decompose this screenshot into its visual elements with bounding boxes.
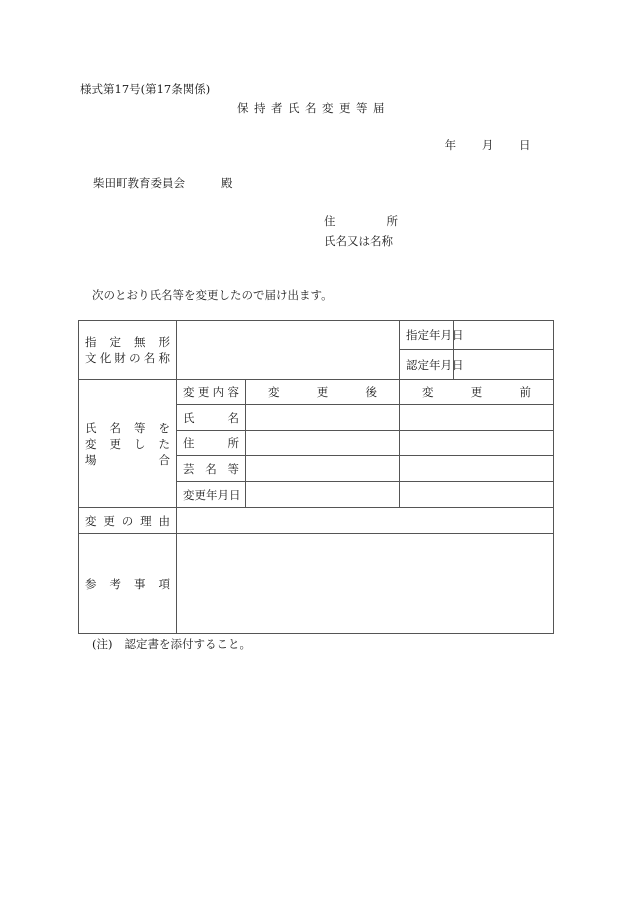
- property-name-field[interactable]: [177, 321, 400, 380]
- label-char: 日: [452, 357, 464, 372]
- reason-label: [79, 508, 177, 534]
- label-char: 文: [85, 351, 97, 365]
- name-before-field[interactable]: [400, 405, 554, 431]
- document-title: 保持者氏名変更等届: [237, 101, 390, 115]
- label-char: 無: [134, 335, 146, 349]
- label-char: 氏: [85, 420, 97, 435]
- designation-date-field[interactable]: [454, 321, 554, 350]
- label-char: 指: [406, 328, 418, 342]
- note-text: 認定書を添付すること。: [124, 637, 251, 651]
- label-char: 変: [183, 487, 195, 502]
- change-date-after-field[interactable]: [246, 482, 400, 508]
- label-char: 事: [134, 576, 146, 591]
- row-label-name: [177, 405, 246, 431]
- table-row-reason: [79, 508, 554, 534]
- label-char: 由: [158, 513, 170, 528]
- intro-text: 次のとおり氏名等を変更したので届け出ます。: [92, 288, 333, 302]
- label-char: 更: [470, 385, 483, 399]
- remarks-field[interactable]: [177, 534, 554, 634]
- label-char: 変: [422, 385, 434, 399]
- property-name-label-line2: [85, 350, 170, 366]
- label-char: 年: [429, 357, 441, 372]
- property-name-label: [79, 321, 177, 380]
- address-after-field[interactable]: [246, 431, 400, 456]
- label-char: 等: [227, 461, 239, 476]
- label-char: の: [121, 513, 134, 528]
- label-char: 容: [227, 385, 239, 399]
- year-label: 年: [444, 138, 457, 152]
- label-char: 所: [227, 436, 239, 450]
- label-char: 認: [406, 357, 418, 372]
- change-notification-table: [78, 320, 554, 634]
- submission-date: [441, 137, 530, 153]
- label-char: 月: [440, 328, 453, 342]
- label-char: 前: [519, 385, 532, 399]
- label-char: 名: [205, 461, 217, 476]
- applicant-name-label: 氏名又は名称: [324, 234, 393, 248]
- day-label: 日: [518, 138, 531, 152]
- label-char: 氏: [183, 410, 195, 425]
- label-char: 更: [197, 385, 210, 399]
- label-char: 指: [85, 335, 97, 349]
- row-label-address: [177, 431, 246, 456]
- label-char: し: [134, 436, 146, 451]
- label-char: 考: [109, 576, 121, 591]
- applicant-address-label: [324, 211, 398, 231]
- label-char: 更: [103, 513, 115, 528]
- change-content-header: [177, 380, 246, 405]
- certification-date-label: [400, 350, 464, 380]
- label-char: 定: [417, 357, 430, 372]
- label-char: 場: [85, 452, 97, 467]
- month-label: 月: [481, 138, 494, 152]
- row-label-change-date: [177, 482, 246, 508]
- label-char: 月: [440, 357, 453, 372]
- designation-date-label: [400, 321, 464, 350]
- label-char: 芸: [183, 461, 195, 476]
- after-change-header: [246, 380, 400, 405]
- label-char: 参: [85, 576, 97, 591]
- label-char: 年: [206, 487, 218, 502]
- label-char: た: [158, 436, 170, 451]
- before-change-header: [400, 380, 554, 405]
- address-label-char: 所: [386, 214, 398, 228]
- label-char: 名: [227, 410, 239, 425]
- property-name-label-line1: [85, 334, 170, 350]
- row-label-stage-name: [177, 456, 246, 482]
- label-char: 内: [212, 385, 225, 399]
- change-date-before-field[interactable]: [400, 482, 554, 508]
- label-char: 住: [183, 436, 195, 450]
- label-char: を: [158, 420, 170, 435]
- label-char: 項: [158, 576, 170, 591]
- label-char: 更: [316, 385, 329, 399]
- stage-name-before-field[interactable]: [400, 456, 554, 482]
- label-char: 化: [99, 351, 112, 365]
- label-char: 後: [365, 385, 377, 399]
- address-label-char: 住: [324, 214, 336, 228]
- note-prefix: (注): [92, 637, 113, 651]
- label-char: 年: [429, 328, 441, 342]
- label-char: 変: [183, 385, 195, 399]
- label-char: 変: [268, 385, 280, 399]
- certification-date-field[interactable]: [454, 350, 554, 380]
- label-char: の: [129, 351, 141, 365]
- label-char: 日: [452, 328, 464, 342]
- label-char: 変: [85, 436, 97, 451]
- label-char: 月: [217, 487, 229, 502]
- stage-name-after-field[interactable]: [246, 456, 400, 482]
- label-char: 定: [417, 328, 430, 342]
- label-char: 理: [140, 513, 152, 528]
- change-section-label: [79, 380, 177, 508]
- table-row-remarks: [79, 534, 554, 634]
- label-char: 日: [229, 487, 241, 502]
- label-char: 定: [109, 335, 121, 349]
- label-char: 名: [109, 420, 121, 435]
- honorific: 殿: [221, 176, 233, 190]
- label-char: 形: [158, 335, 170, 349]
- remarks-label: [79, 534, 177, 634]
- label-char: 財: [114, 351, 126, 365]
- address-before-field[interactable]: [400, 431, 554, 456]
- label-char: 合: [158, 452, 170, 467]
- addressee: [93, 175, 233, 191]
- label-char: 更: [109, 436, 121, 451]
- form-number: 様式第17号(第17条関係): [80, 82, 211, 96]
- addressee-name: 柴田町教育委員会: [93, 176, 185, 190]
- label-char: 名: [143, 351, 156, 365]
- name-after-field[interactable]: [246, 405, 400, 431]
- label-char: 称: [158, 351, 170, 365]
- label-char: 変: [85, 513, 97, 528]
- label-char: 等: [134, 420, 146, 435]
- applicant-block: [324, 211, 398, 251]
- footnote: [92, 636, 251, 652]
- reason-field[interactable]: [177, 508, 554, 534]
- label-char: 更: [194, 487, 206, 502]
